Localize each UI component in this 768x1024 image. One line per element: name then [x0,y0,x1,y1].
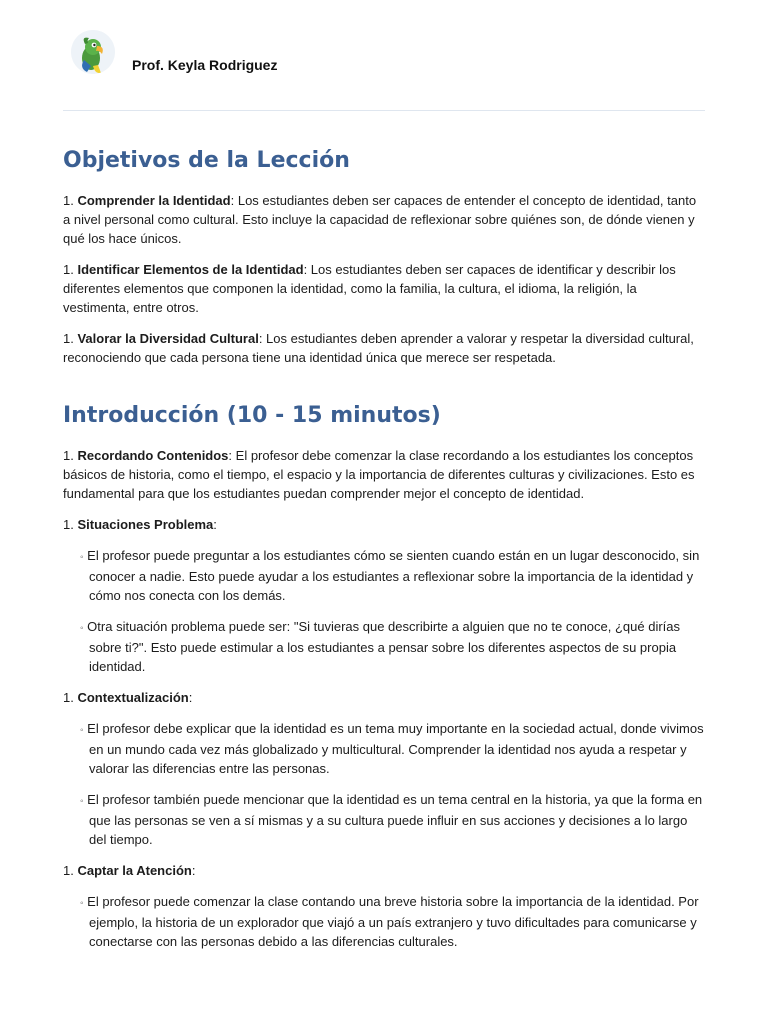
objective-text: : Los estudiantes deben aprender a valorar y respetar la diversidad cultural, reconociendo que cada persona tiene una identidad única que merece ser respetada. [63,331,694,365]
author-name: Prof. Keyla Rodriguez [132,57,278,73]
bullet-dot-icon: ◦ [80,725,84,736]
objectives-title: Objetivos de la Lección [63,148,350,173]
step-text: : El profesor debe comenzar la clase recordando a los estudiantes los conceptos básicos de historia, como el tiempo, el espacio y la importancia de diferentes culturas y civilizaciones. Esto es fundamental para que los estudiantes puedan comprender mejor el concepto de identidad. [63,448,695,501]
objective-item: 1. Valorar la Diversidad Cultural: Los estudiantes deben aprender a valorar y respetar la diversidad cultural, reconociendo que cada persona tiene una identidad única que merece ser respetada. [63,331,694,365]
objective-item: 1. Comprender la Identidad: Los estudiantes deben ser capaces de entender el concepto de identidad, tanto a nivel personal como cultural. Esto incluye la capacidad de reflexionar sobre quiénes son, de dónde vienen y qué los hace únicos. [63,193,697,246]
intro-step: 1. Captar la Atención: ◦ El profesor puede comenzar la clase contando una breve historia sobre la importancia de la identidad. Por ejemplo, la historia de un explorador que viajó a un país extranjero y tuvo dificultades para comunicarse y conectarse con las personas debido a las diferencias culturales. [63,861,705,951]
list-item: ◦ El profesor puede preguntar a los estudiantes cómo se sienten cuando están en un lugar desconocido, sin conocer a nadie. Esto puede ayudar a los estudiantes a reflexionar sobre la importancia de la identidad y cómo nos conecta con los demás. [80,548,700,603]
step-term: Situaciones Problema [77,517,214,532]
bullet-dot-icon: ◦ [80,623,84,634]
step-term: Recordando Contenidos [77,448,229,463]
bullet-dot-icon: ◦ [80,796,84,807]
objective-term: Identificar Elementos de la Identidad [77,262,304,277]
list-item: ◦ El profesor debe explicar que la identidad es un tema muy importante en la sociedad actual, donde vivimos en un mundo cada vez más globalizado y multicultural. Comprender la identidad nos ayuda a respetar y valorar las diferencias entre las personas. [80,721,704,776]
parrot-icon [71,30,115,74]
objective-text: : Los estudiantes deben ser capaces de identificar y describir los diferentes elementos que componen la identidad, como la familia, la cultura, el idioma, la religión, la vestimenta, entre otros. [63,262,676,315]
intro-step: 1. Contextualización: ◦ El profesor debe explicar que la identidad es un tema muy importante en la sociedad actual, donde vivimos en un mundo cada vez más globalizado y multicultural. Comprender la identidad nos ayuda a respetar y valorar las diferencias entre las personas. ◦ El profesor también puede mencionar que la identidad es un tema central en la historia, ya que la forma en que las personas se ven a sí mismas y a su cultura puede influir en sus acciones y decisiones a lo largo del tiempo. [63,690,704,847]
bullet-dot-icon: ◦ [80,898,84,909]
bullet-dot-icon: ◦ [80,552,84,563]
step-text: : [191,863,196,878]
objective-term: Comprender la Identidad [77,193,231,208]
intro-step: 1. Situaciones Problema: ◦ El profesor puede preguntar a los estudiantes cómo se sienten cuando están en un lugar desconocido, sin conocer a nadie. Esto puede ayudar a los estudiantes a reflexionar sobre la importancia de la identidad y cómo nos conecta con los demás. ◦ Otra situación problema puede ser: "Si tuvieras que describirte a alguien que no te conoce, ¿qué dirías sobre ti?". Esto puede estimular a los estudiantes a pensar sobre los diferentes aspectos de su propia identidad. [63,515,705,676]
step-term: Contextualización [77,690,189,705]
list-item: ◦ El profesor puede comenzar la clase contando una breve historia sobre la importancia de la identidad. Por ejemplo, la historia de un explorador que viajó a un país extranjero y tuvo dificultades para comunicarse y conectarse con las personas debido a las diferencias culturales. [80,894,699,949]
avatar [71,30,115,74]
list-item: ◦ Otra situación problema puede ser: "Si tuvieras que describirte a alguien que no te conoce, ¿qué dirías sobre ti?". Esto puede estimular a los estudiantes a pensar sobre los diferentes aspectos de su propia identidad. [80,619,681,674]
list-item: ◦ El profesor también puede mencionar que la identidad es un tema central en la historia, ya que la forma en que las personas se ven a sí mismas y a su cultura puede influir en sus acciones y decisiones a lo largo del tiempo. [80,792,703,847]
introduction-title: Introducción (10 - 15 minutos) [63,403,441,428]
objective-text: : Los estudiantes deben ser capaces de entender el concepto de identidad, tanto a nivel personal como cultural. Esto incluye la capacidad de reflexionar sobre quiénes son, de dónde vienen y qué los hace únicos. [63,193,697,246]
page-header [63,30,705,111]
lesson-content [63,146,705,951]
intro-step: 1. Recordando Contenidos: El profesor debe comenzar la clase recordando a los estudiantes los conceptos básicos de historia, como el tiempo, el espacio y la importancia de diferentes culturas y civilizaciones. Esto es fundamental para que los estudiantes puedan comprender mejor el concepto de identidad. [63,448,695,501]
objective-item: 1. Identificar Elementos de la Identidad: Los estudiantes deben ser capaces de identificar y describir los diferentes elementos que componen la identidad, como la familia, la cultura, el idioma, la religión, la vestimenta, entre otros. [63,262,676,315]
step-text: : [188,690,193,705]
step-text: : [213,517,217,532]
objective-term: Valorar la Diversidad Cultural [77,331,259,346]
step-term: Captar la Atención [77,863,192,878]
